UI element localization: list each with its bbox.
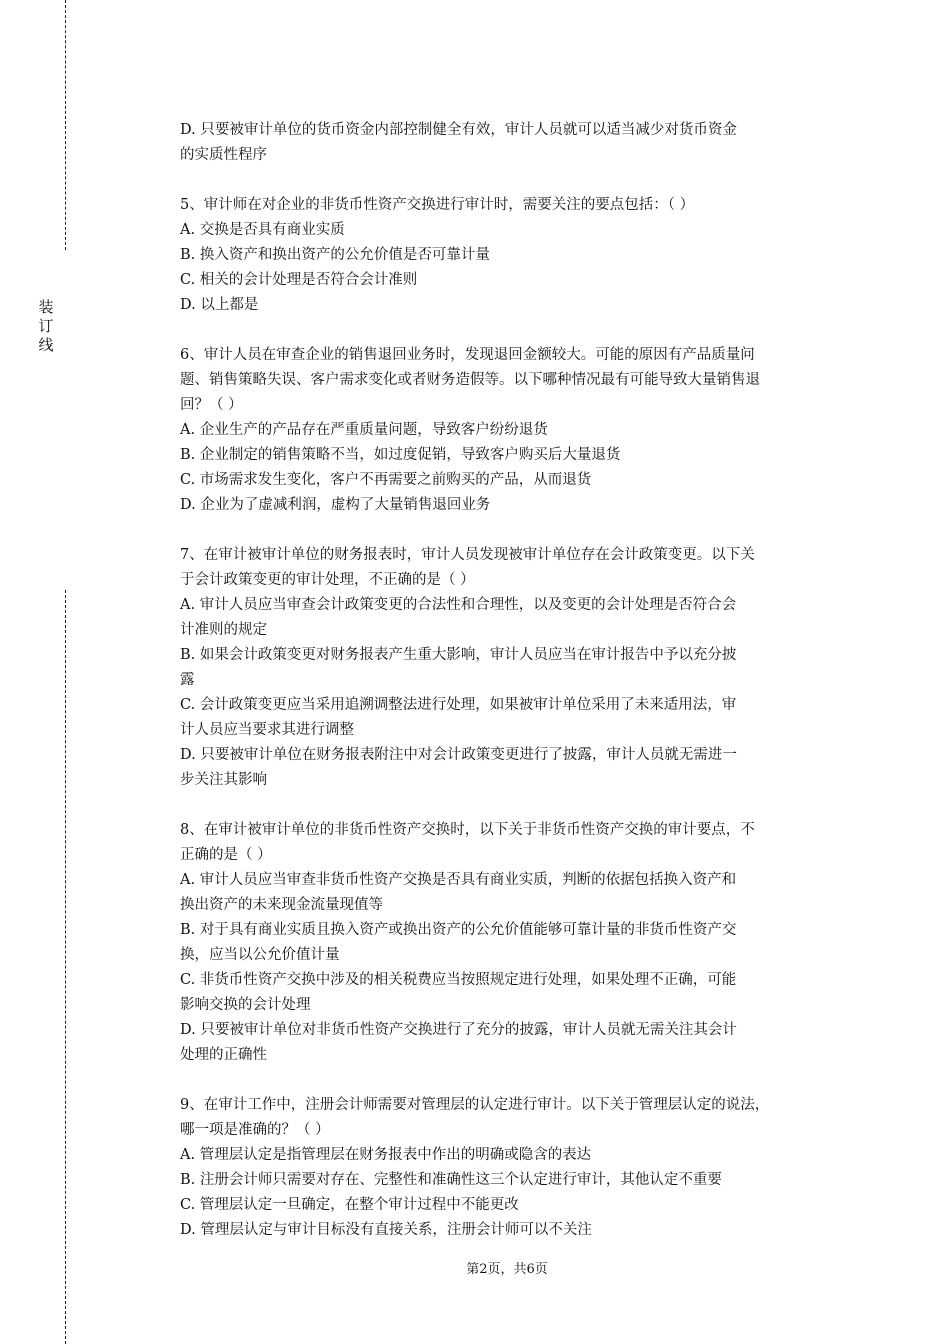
text-line: 换出资产的未来现金流量现值等 [180, 897, 383, 913]
text-line: 哪一项是准确的？（ ） [180, 1122, 330, 1138]
text-line: B. 如果会计政策变更对财务报表产生重大影响，审计人员应当在审计报告中予以充分披 [180, 647, 737, 663]
text-line: 题、销售策略失误、客户需求变化或者财务造假等。以下哪种情况最有可能导致大量销售退 [180, 372, 760, 388]
text-line: B. 换入资产和换出资产的公允价值是否可靠计量 [180, 247, 490, 263]
text-line: 计人员应当要求其进行调整 [180, 722, 354, 738]
binding-label [37, 298, 55, 355]
text-line: D. 只要被审计单位对非货币性资产交换进行了充分的披露，审计人员就无需关注其会计 [180, 1022, 737, 1038]
text-line: 6、审计人员在审查企业的销售退回业务时，发现退回金额较大。可能的原因有产品质量问 [180, 347, 755, 363]
text-line: 露 [180, 672, 195, 688]
question-6 [180, 343, 860, 518]
text-line: D. 只要被审计单位的货币资金内部控制健全有效，审计人员就可以适当减少对货币资金 [180, 122, 737, 138]
text-line: B. 对于具有商业实质且换入资产或换出资产的公允价值能够可靠计量的非货币性资产交 [180, 922, 737, 938]
text-line: C. 非货币性资产交换中涉及的相关税费应当按照规定进行处理，如果处理不正确，可能 [180, 972, 737, 988]
text-line: 于会计政策变更的审计处理，不正确的是（ ） [180, 572, 475, 588]
text-line: B. 企业制定的销售策略不当，如过度促销，导致客户购买后大量退货 [180, 447, 621, 463]
text-line: 回？（ ） [180, 397, 243, 413]
text-line: 9、在审计工作中，注册会计师需要对管理层的认定进行审计。以下关于管理层认定的说法， [180, 1097, 770, 1113]
text-line: 8、在审计被审计单位的非货币性资产交换时，以下关于非货币性资产交换的审计要点，不 [180, 822, 755, 838]
text-line: 的实质性程序 [180, 147, 267, 163]
q4-option-d [180, 118, 860, 168]
document-body [180, 118, 860, 1268]
text-line: A. 审计人员应当审查会计政策变更的合法性和合理性，以及变更的会计处理是否符合会 [180, 597, 737, 613]
text-line: A. 审计人员应当审查非货币性资产交换是否具有商业实质，判断的依据包括换入资产和 [180, 872, 737, 888]
text-line: 影响交换的会计处理 [180, 997, 311, 1013]
page-footer: 第2页，共6页 [466, 1262, 548, 1277]
text-line: A. 交换是否具有商业实质 [180, 222, 345, 238]
text-line: 7、在审计被审计单位的财务报表时，审计人员发现被审计单位存在会计政策变更。以下关 [180, 547, 755, 563]
question-9 [180, 1093, 860, 1243]
text-line: 处理的正确性 [180, 1047, 267, 1063]
text-line: D. 企业为了虚减利润，虚构了大量销售退回业务 [180, 497, 491, 513]
binding-char: 线 [38, 336, 54, 354]
text-line: C. 管理层认定一旦确定，在整个审计过程中不能更改 [180, 1197, 519, 1213]
text-line: D. 以上都是 [180, 297, 259, 313]
binding-dashed-line-top [65, 0, 66, 250]
text-line: D. 只要被审计单位在财务报表附注中对会计政策变更进行了披露，审计人员就无需进一 [180, 747, 737, 763]
binding-char: 装 [38, 298, 54, 316]
text-line: C. 相关的会计处理是否符合会计准则 [180, 272, 418, 288]
text-line: 步关注其影响 [180, 772, 267, 788]
binding-dashed-line-bottom [65, 590, 66, 1344]
text-line: A. 企业生产的产品存在严重质量问题，导致客户纷纷退货 [180, 422, 548, 438]
text-line: B. 注册会计师只需要对存在、完整性和准确性这三个认定进行审计，其他认定不重要 [180, 1172, 722, 1188]
text-line: 正确的是（ ） [180, 847, 272, 863]
question-5 [180, 193, 860, 318]
text-line: C. 会计政策变更应当采用追溯调整法进行处理，如果被审计单位采用了未来适用法，审 [180, 697, 737, 713]
text-line: 计准则的规定 [180, 622, 267, 638]
question-7 [180, 543, 860, 793]
text-line: 换，应当以公允价值计量 [180, 947, 340, 963]
question-8 [180, 818, 860, 1068]
text-line: A. 管理层认定是指管理层在财务报表中作出的明确或隐含的表达 [180, 1147, 592, 1163]
text-line: C. 市场需求发生变化，客户不再需要之前购买的产品，从而退货 [180, 472, 592, 488]
text-line: D. 管理层认定与审计目标没有直接关系，注册会计师可以不关注 [180, 1222, 592, 1238]
text-line: 5、审计师在对企业的非货币性资产交换进行审计时，需要关注的要点包括：（ ） [180, 197, 695, 213]
binding-char: 订 [38, 317, 54, 335]
